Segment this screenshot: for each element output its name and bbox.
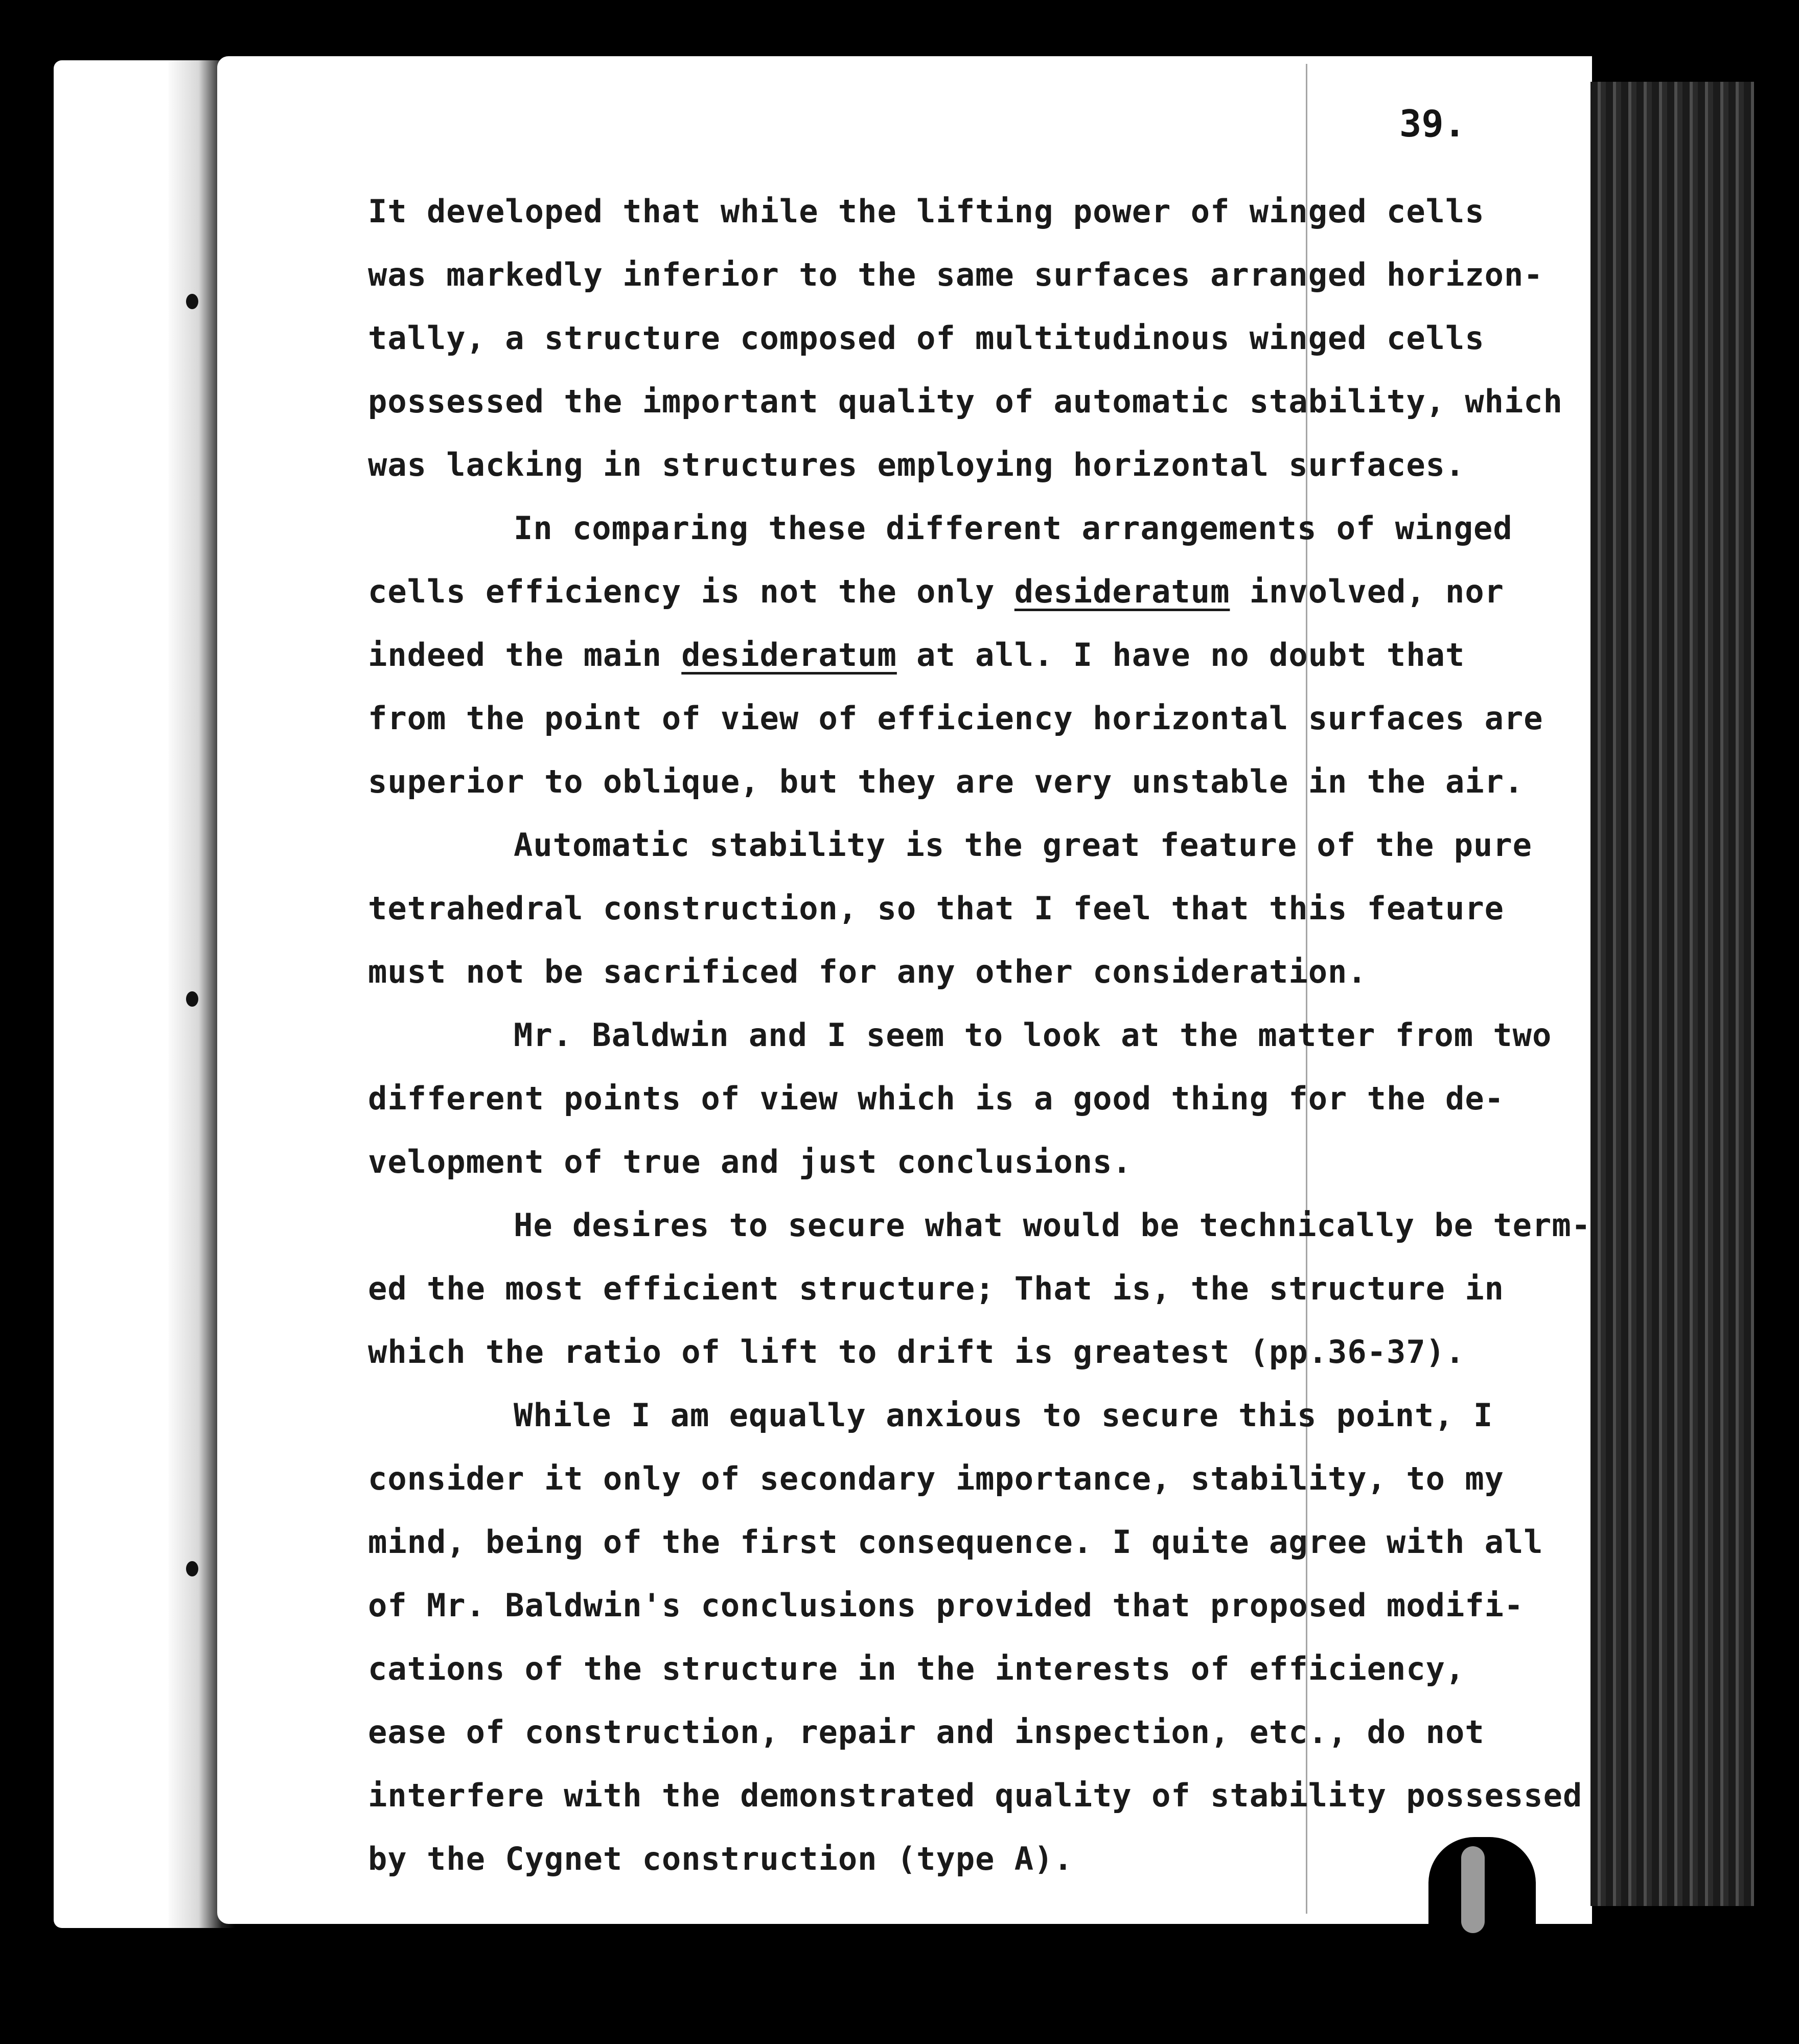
- underlined-term: desideratum: [1014, 573, 1230, 610]
- text-line: It developed that while the lifting power of winged cells: [368, 193, 1485, 230]
- text-line: While I am equally anxious to secure this point, I: [514, 1397, 1493, 1434]
- text-line: which the ratio of lift to drift is greatest (pp.36-37).: [368, 1333, 1465, 1371]
- text-line: possessed the important quality of automatic stability, which: [368, 383, 1563, 420]
- text-line: from the point of view of efficiency horizontal surfaces are: [368, 700, 1543, 737]
- text-segment: at all. I have no doubt that: [896, 636, 1465, 673]
- text-line: mind, being of the first consequence. I quite agree with all: [368, 1523, 1543, 1561]
- text-line: by the Cygnet construction (type A).: [368, 1840, 1073, 1877]
- text-line: tally, a structure composed of multitudinous winged cells: [368, 319, 1485, 357]
- text-line: of Mr. Baldwin's conclusions provided that proposed modifi-: [368, 1587, 1524, 1624]
- text-line: tetrahedral construction, so that I feel that this feature: [368, 890, 1504, 927]
- text-line: was lacking in structures employing horizontal surfaces.: [368, 446, 1465, 483]
- text-line: was markedly inferior to the same surfaces arranged horizon-: [368, 256, 1543, 293]
- text-line: He desires to secure what would be technically be term-: [514, 1206, 1591, 1244]
- text-line: consider it only of secondary importance, stability, to my: [368, 1460, 1504, 1497]
- page-number: 39.: [1399, 102, 1466, 145]
- text-line: [368, 623, 1543, 687]
- page-stack-edge: [1590, 82, 1754, 1906]
- text-line: [368, 560, 1543, 623]
- text-line: interfere with the demonstrated quality of stability possessed: [368, 1777, 1583, 1814]
- text-segment: involved, nor: [1230, 573, 1504, 610]
- text-line: must not be sacrificed for any other consideration.: [368, 953, 1367, 990]
- underlined-term: desideratum: [681, 636, 897, 673]
- text-line: Mr. Baldwin and I seem to look at the matter from two: [514, 1016, 1552, 1054]
- text-line: different points of view which is a good thing for the de-: [368, 1080, 1504, 1117]
- text-line: ease of construction, repair and inspection, etc., do not: [368, 1713, 1485, 1751]
- text-segment: indeed the main: [368, 636, 682, 673]
- text-line: Automatic stability is the great feature of the pure: [514, 826, 1533, 864]
- text-line: velopment of true and just conclusions.: [368, 1143, 1132, 1180]
- text-line: cations of the structure in the interests of efficiency,: [368, 1650, 1465, 1687]
- text-line: ed the most efficient structure; That is, the structure in: [368, 1270, 1504, 1307]
- typed-text: [368, 180, 1591, 1891]
- text-line: In comparing these different arrangements of winged: [514, 509, 1513, 547]
- text-line: superior to oblique, but they are very unstable in the air.: [368, 763, 1524, 800]
- text-segment: cells efficiency is not the only: [368, 573, 1014, 610]
